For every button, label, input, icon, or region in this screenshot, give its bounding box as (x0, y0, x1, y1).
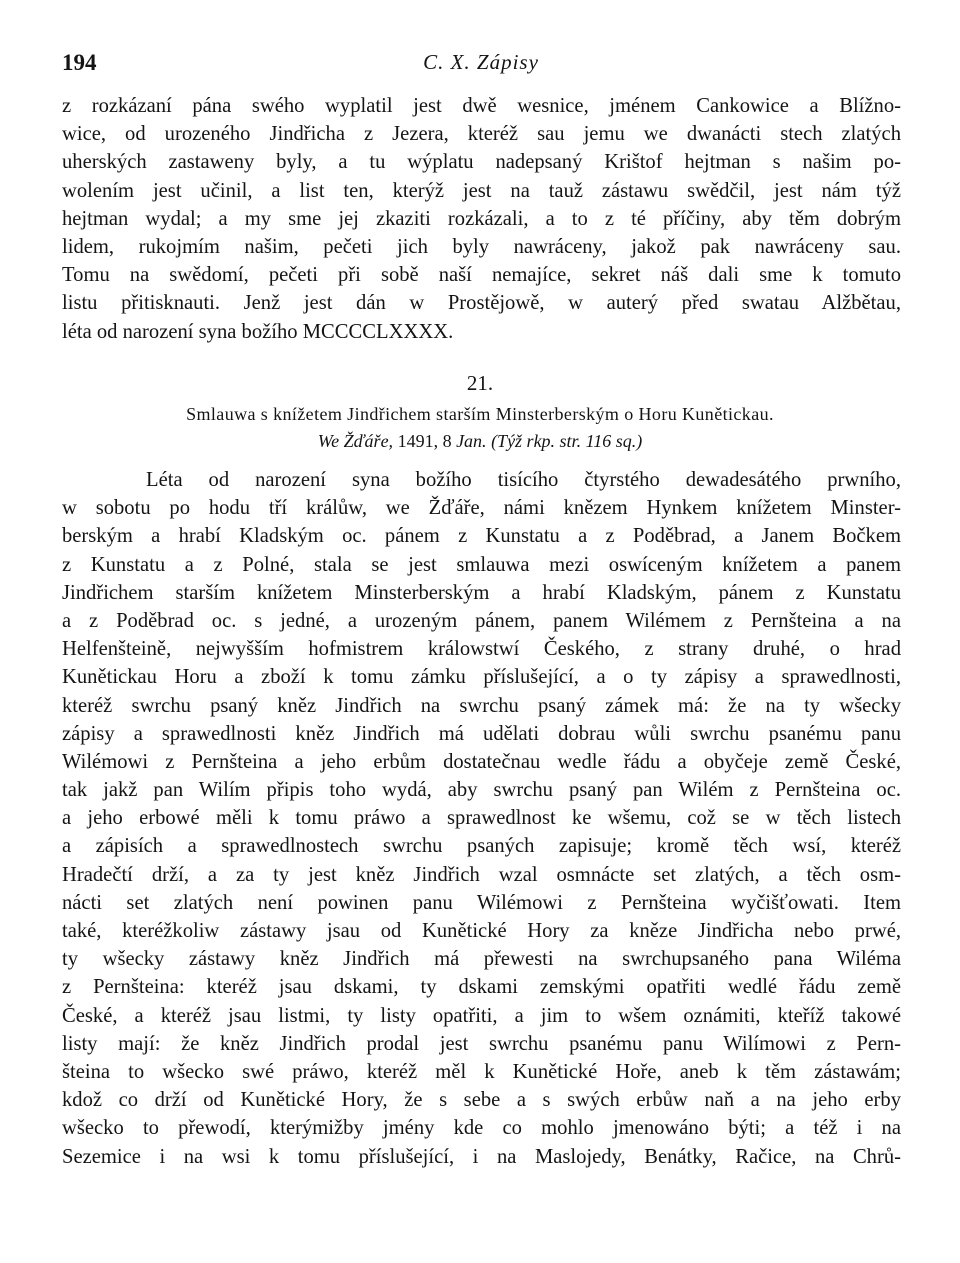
text-line: lidem, rukojmím našim, pečeti jich byly nawráceny, jakož pak nawráceny sau. (62, 235, 901, 258)
text-line: z Pernšteina: kteréž jsau dskami, ty dskami zemskými opatřiti wedlé řádu země (62, 976, 901, 999)
text-line: hejtman wydal; a my sme jej zkaziti rozkázali, a to z té příčiny, aby těm dobrým (62, 207, 901, 230)
text-line: Hradečtí drží, a za ty jest kněz Jindřich wzal osmnácte set zlatých, a těch osm- (62, 863, 901, 886)
text-line: wolením jest učinil, a list ten, kterýž jest na tauž zástawu swědčil, jest nám týž (62, 179, 901, 202)
text-line: šteina to wšecko swé práwo, kteréž měl k Kunětické Hoře, aneb k těm zástawám; (62, 1060, 901, 1083)
text-line: tak jakž pan Wilím připis toho wydá, aby swrchu psaný pan Wilém z Pernšteina oc. (62, 779, 901, 802)
document-title: Smlauwa s knížetem Jindřichem starším Minsterberským o Horu Kunětickau. (186, 404, 774, 424)
text-line: ty wšecky zástawy kněz Jindřich má přewesti na swrchupsaného pana Wiléma (62, 948, 901, 971)
text-line: léta od narození syna božího MCCCCLXXXX. (62, 320, 454, 343)
text-line: České, a kteréž jsau listmi, ty listy opatřiti, a jim to wšem oznámiti, kteříž takowé (62, 1004, 901, 1027)
source-reference: (Týž rkp. str. 116 sq.) (486, 431, 643, 451)
text-line: Helfenšteině, nejwyšším hofmistrem králowstwí Českého, z strany druhé, o hrad (62, 638, 901, 661)
text-line: a jeho erbowé měli k tomu práwo a sprawedlnost ke wšemu, což se w těch listech (62, 807, 901, 830)
text-line: listy mají: že kněz Jindřich prodal jest swrchu psanému panu Wilímowi z Pern- (62, 1032, 901, 1055)
source-month: Jan. (456, 431, 487, 451)
text-line: z rozkázaní pána swého wyplatil jest dwě wesnice, jménem Cankowice a Blížno- (62, 95, 901, 117)
text-line: kteréž swrchu psaný kněz Jindřich na swrchu psaný zámek má: že na ty wšecky (62, 694, 901, 717)
running-head: C. X. Zápisy (423, 50, 539, 74)
text-line: berským a hrabí Kladským oc. pánem z Kunstatu a z Poděbrad, a Janem Bočkem (62, 525, 901, 548)
text-line: Tomu na swědomí, pečeti při sobě naší nemajíce, sekret náš dali sme k tomuto (62, 264, 901, 287)
document-number: 21. (466, 371, 494, 395)
source-place: We Žďáře, (317, 431, 394, 451)
page-number: 194 (62, 50, 97, 75)
document-source (0, 431, 960, 452)
text-line: Kunětickau Horu a zboží k tomu zámku příslušející, a o ty zápisy a sprawedlnosti, (62, 666, 901, 689)
text-line: nácti set zlatých není powinen panu Wilémowi z Pernšteina wyčišťowati. Item (62, 891, 901, 914)
text-line: také, kteréžkoliw zástawy jsau od Kunětické Hory za kněze Jindřicha nebo prwé, (62, 920, 901, 942)
text-line: kdož co drží od Kunětické Hory, že s sebe a s swých erbůw naň a na jeho erby (62, 1089, 901, 1112)
text-line: w sobotu po hodu tří králůw, we Žďáře, námi knězem Hynkem knížetem Minster- (62, 497, 901, 520)
text-line: z Kunstatu a z Polné, stala se jest smlauwa mezi oswíceným knížetem a panem (62, 553, 901, 576)
text-line: Sezemice i na wsi k tomu příslušející, i na Maslojedy, Benátky, Račice, na Chrů- (62, 1145, 901, 1168)
text-line: wice, od urozeného Jindřicha z Jezera, kteréž sau jemu we dwanácti stech zlatých (62, 123, 901, 146)
text-line: Léta od narození syna božího tisícího čtyrstého dewadesátého prwního, (146, 469, 901, 491)
text-line: wšecko to přewodí, kterýmižby jmény kde co mohlo jmenowáno býti; a též i na (62, 1117, 901, 1140)
text-line: zápisy a sprawedlnosti kněz Jindřich má udělati dobrau wůli swrchu psanému panu (62, 722, 901, 745)
source-date: 1491, 8 (393, 431, 457, 451)
document-body (62, 466, 901, 1171)
text-line: listu přitisknauti. Jenž jest dán w Prostějowě, w auterý před swatau Alžbětau, (62, 292, 901, 315)
paragraph-continuation (62, 92, 901, 346)
text-line: Jindřichem starším knížetem Minsterberským a hrabí Kladským, pánem z Kunstatu (62, 581, 901, 604)
text-line: a zápisích a sprawedlnostech swrchu psaných zapisuje; kromě těch wsí, kteréž (62, 835, 901, 858)
text-line: Wilémowi z Pernšteina a jeho erbům dostatečnau wedle řádu a obyčeje země České, (62, 750, 901, 773)
text-line: a z Poděbrad oc. s jedné, a urozeným pánem, panem Wilémem z Pernšteina a na (62, 609, 901, 632)
page-header (62, 50, 900, 80)
text-line: uherských zastaweny byly, a tu wýplatu nadepsaný Krištof hejtman s našim po- (62, 151, 901, 174)
